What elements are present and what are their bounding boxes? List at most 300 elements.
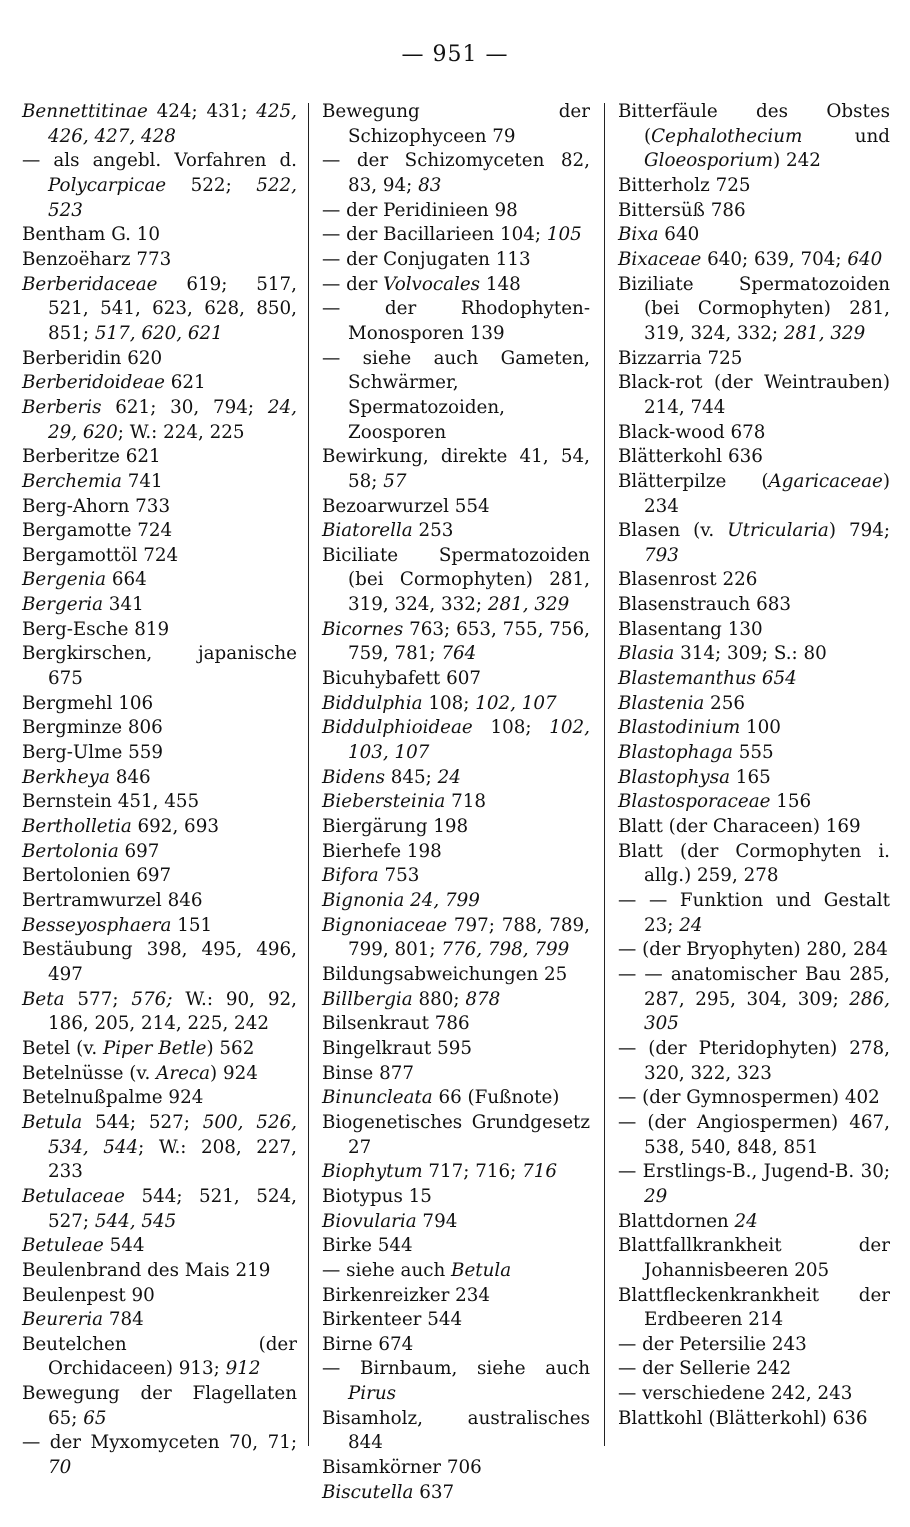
index-entry: [322, 790, 590, 815]
index-entry-text: Berberitze 621: [22, 446, 161, 468]
index-entry-text: 880;: [412, 988, 466, 1010]
index-entry-italic-text: Blastemanthus 654: [618, 668, 797, 690]
index-entry-text: 664: [106, 569, 147, 591]
index-entry-text: 66 (Fußnote): [432, 1087, 560, 1109]
index-entry-text: Binse 877: [322, 1062, 414, 1084]
index-entry: [322, 766, 590, 791]
index-entry-text: 619; 517, 521, 541, 623, 628, 850, 851;: [48, 273, 297, 344]
index-entry: [618, 1086, 890, 1111]
index-entry-italic-text: 878: [465, 988, 501, 1010]
index-column-3: [618, 100, 890, 1431]
index-entry-italic-text: Biddulphioideae: [322, 717, 473, 739]
index-entry: [322, 1111, 590, 1160]
index-entry-text: — (der Angiospermen) 467, 538, 540, 848, 851: [618, 1111, 890, 1158]
index-entry: [618, 470, 890, 519]
index-entry-italic-text: 24, 29, 620: [48, 396, 297, 443]
index-entry: [618, 741, 890, 766]
index-entry-text: Bertolonien 697: [22, 865, 172, 887]
index-entry-text: Blattfallkrankheit der Johannisbeeren 205: [618, 1235, 890, 1281]
index-entry: [22, 544, 297, 569]
index-entry-text: Birkenteer 544: [322, 1309, 463, 1331]
index-entry-italic-text: 24: [734, 1210, 758, 1232]
index-entry-italic-text: Bertholletia: [22, 816, 132, 838]
index-entry-text: Betelnüsse (v.: [22, 1062, 157, 1084]
index-entry: [322, 1357, 590, 1406]
index-entry-text: Bittersüß 786: [618, 199, 746, 221]
index-entry-text: — der Conjugaten 113: [322, 248, 531, 270]
index-column-1: [22, 100, 297, 1481]
index-entry-italic-text: Polycarpicae: [48, 174, 167, 196]
index-entry: [22, 1259, 297, 1284]
index-entry-text: Bewegung der Schizophyceen 79: [322, 101, 590, 147]
index-entry-italic-text: Bergenia: [22, 569, 107, 591]
index-entry: [22, 815, 297, 840]
index-entry: [322, 519, 590, 544]
index-entry-text: — der Peridinieen 98: [322, 199, 518, 221]
index-entry: [618, 889, 890, 938]
index-entry: [22, 396, 297, 445]
index-entry: [322, 1284, 590, 1309]
index-entry: [322, 297, 590, 346]
index-entry-italic-text: Utricularia: [727, 520, 829, 542]
index-entry: [322, 149, 590, 198]
index-entry: [22, 470, 297, 495]
index-entry-italic-text: 281, 329: [487, 594, 570, 616]
index-entry-italic-text: Blastophysa: [618, 766, 730, 788]
index-entry: [22, 273, 297, 347]
index-entry: [618, 199, 890, 224]
index-entry-text: 555: [732, 742, 774, 764]
index-entry-italic-text: Binuncleata: [322, 1087, 433, 1109]
index-entry: [618, 568, 890, 593]
page-number: — 951 —: [401, 42, 509, 67]
index-entry: [22, 495, 297, 520]
index-entry-text: ; W.: 224, 225: [117, 421, 245, 443]
index-entry-italic-text: Blasia: [618, 643, 675, 665]
index-entry: [22, 1431, 297, 1480]
index-entry: [618, 667, 890, 692]
index-entry-text: 621; 30, 794;: [101, 396, 268, 418]
index-entry-text: — (der Bryophyten) 280, 284: [618, 939, 888, 961]
index-entry-text: Berg-Ulme 559: [22, 742, 163, 764]
index-entry-text: und: [802, 125, 890, 147]
index-entry: [618, 963, 890, 1037]
index-entry-text: 253: [412, 520, 454, 542]
index-entry-text: ) 234: [644, 470, 890, 517]
index-entry: [322, 445, 590, 494]
index-entry-italic-text: Blastosporaceae: [618, 791, 771, 813]
index-entry-text: 314; 309; S.: 80: [674, 643, 827, 665]
index-entry-text: — (der Pteridophyten) 278, 320, 322, 323: [618, 1037, 890, 1084]
index-entry-text: Bicuhybafett 607: [322, 668, 481, 690]
index-entry: [618, 938, 890, 963]
index-entry-text: Bergamotte 724: [22, 520, 173, 542]
index-entry: [322, 248, 590, 273]
index-entry: [322, 914, 590, 963]
index-entry-text: Biergärung 198: [322, 816, 469, 838]
index-entry-text: 341: [103, 594, 144, 616]
index-entry-text: Blasenstrauch 683: [618, 594, 792, 616]
index-entry: [322, 495, 590, 520]
index-entry-text: Blatt (der Cormophyten i. allg.) 259, 278: [618, 840, 890, 887]
index-entry-italic-text: Cephalothecium: [651, 125, 803, 147]
index-entry-text: Bewirkung, direkte 41, 54, 58;: [322, 446, 590, 492]
index-entry: [322, 1086, 590, 1111]
index-entry: [618, 790, 890, 815]
index-entry: [618, 716, 890, 741]
index-entry: [618, 692, 890, 717]
index-entry: [22, 100, 297, 149]
index-entry-text: Blasenrost 226: [618, 569, 758, 591]
index-entry-text: Biziliate Spermatozoiden (bei Cormophyten) 281, 319, 324, 332;: [618, 273, 890, 344]
index-entry-text: 794: [416, 1210, 458, 1232]
index-entry: [322, 1012, 590, 1037]
index-entry-text: 148: [480, 273, 521, 295]
index-entry: [322, 347, 590, 446]
index-entry-text: 544: [103, 1235, 145, 1257]
index-entry-text: Blätterkohl 636: [618, 446, 763, 468]
index-entry: [22, 1062, 297, 1087]
index-entry: [322, 223, 590, 248]
index-entry-italic-text: Bertolonia: [22, 840, 119, 862]
index-entry-text: — als angebl. Vorfahren d.: [22, 150, 297, 172]
index-entry-text: — der: [322, 273, 384, 295]
index-entry: [618, 1357, 890, 1382]
index-entry-italic-text: Bicornes: [322, 618, 404, 640]
index-entry: [22, 1284, 297, 1309]
index-entry-text: 522;: [166, 174, 257, 196]
index-entry-text: Bizzarria 725: [618, 347, 743, 369]
index-entry-text: Bildungsabweichungen 25: [322, 963, 568, 985]
index-entry: [322, 692, 590, 717]
index-entry-text: Blattfleckenkrankheit der Erdbeeren 214: [618, 1284, 890, 1331]
index-entry: [618, 223, 890, 248]
index-entry: [618, 371, 890, 420]
index-entry-text: 797; 788, 789, 799, 801;: [348, 914, 590, 961]
index-entry: [322, 716, 590, 765]
index-entry-italic-text: 517, 620, 621: [94, 322, 223, 344]
index-entry-text: Biciliate Spermatozoiden (bei Cormophyten) 281, 319, 324, 332;: [322, 544, 590, 616]
index-entry-text: Bezoarwurzel 554: [322, 495, 490, 517]
index-entry-italic-text: Berberidaceae: [22, 273, 158, 295]
index-entry-italic-text: Bennettitinae: [22, 101, 148, 122]
index-entry: [618, 1160, 890, 1209]
index-entry: [22, 766, 297, 791]
index-entry: [22, 149, 297, 223]
index-entry-text: 640: [658, 224, 700, 246]
index-entry: [618, 519, 890, 568]
index-entry-text: Bisamholz, australisches 844: [322, 1407, 590, 1454]
index-entry-text: 621: [164, 372, 206, 394]
index-entry-text: Black-wood 678: [618, 421, 766, 443]
index-entry: [618, 618, 890, 643]
index-entry: [22, 223, 297, 248]
index-entry: [322, 1062, 590, 1087]
index-entry-text: — Erstlings-B., Jugend-B. 30;: [618, 1161, 890, 1183]
index-entry: [322, 1259, 590, 1284]
index-entry-text: — der Bacillarieen 104;: [322, 224, 547, 246]
index-entry-text: — der Petersilie 243: [618, 1333, 807, 1355]
index-entry-italic-text: 29: [644, 1185, 668, 1207]
index-entry-italic-text: Bidens: [322, 766, 385, 788]
index-entry-italic-text: Bignoniaceae: [322, 914, 448, 936]
index-entry-text: Bilsenkraut 786: [322, 1013, 470, 1035]
index-entry-text: 256: [704, 692, 745, 714]
index-entry-text: ) 242: [773, 150, 821, 172]
index-entry-text: 544; 527;: [82, 1111, 203, 1133]
index-entry-italic-text: Biscutella: [322, 1481, 414, 1503]
index-entry-text: W.: 90, 92, 186, 205, 214, 225, 242: [48, 988, 297, 1035]
index-entry-text: 753: [378, 865, 420, 887]
index-entry-italic-text: Billbergia: [322, 988, 413, 1010]
index-entry: [322, 988, 590, 1013]
index-entry: [22, 790, 297, 815]
index-entry-italic-text: Berkheya: [22, 766, 110, 788]
index-entry-text: — der Rhodophyten-Monosporen 139: [322, 298, 590, 344]
index-entry: [22, 864, 297, 889]
index-entry-italic-text: 286, 305: [644, 988, 890, 1035]
index-entry: [22, 445, 297, 470]
index-entry: [618, 766, 890, 791]
index-entry-text: 544; 521, 524, 527;: [48, 1185, 297, 1232]
index-entry-text: Black-rot (der Weintrauben) 214, 744: [618, 372, 890, 418]
index-entry: [322, 1037, 590, 1062]
index-entry: [322, 544, 590, 618]
index-entry-text: — verschiedene 242, 243: [618, 1383, 853, 1405]
index-entry: [22, 371, 297, 396]
index-entry: [322, 199, 590, 224]
index-entry-text: Bingelkraut 595: [322, 1037, 472, 1059]
index-entry-text: Bertramwurzel 846: [22, 890, 203, 911]
index-entry-text: — der Myxomyceten 70, 71;: [22, 1432, 297, 1454]
index-entry-italic-text: Biophytum: [322, 1161, 423, 1183]
index-entry: [22, 889, 297, 914]
index-entry-text: Bestäubung 398, 495, 496, 497: [22, 939, 297, 985]
index-entry-italic-text: 912: [225, 1358, 261, 1380]
index-entry-text: Berberidin 620: [22, 347, 163, 369]
index-entry-text: Birke 544: [322, 1235, 413, 1257]
index-entry-text: 156: [770, 791, 812, 813]
index-column-2: [322, 100, 590, 1505]
index-entry-italic-text: Betula: [22, 1111, 83, 1133]
index-entry-italic-text: Bifora: [322, 865, 379, 887]
index-entry-italic-text: 640: [847, 248, 883, 270]
index-entry-text: Biotypus 15: [322, 1185, 432, 1207]
index-entry: [618, 1407, 890, 1432]
index-entry-italic-text: Beta: [22, 988, 65, 1010]
index-entry: [618, 347, 890, 372]
index-entry-text: Birkenreizker 234: [322, 1284, 491, 1306]
index-entry: [22, 1037, 297, 1062]
index-entry-italic-text: Areca: [156, 1062, 211, 1084]
index-entry-italic-text: 793: [644, 544, 679, 566]
index-entry: [322, 273, 590, 298]
index-entry: [22, 840, 297, 865]
index-entry: [618, 100, 890, 174]
index-entry-text: ) 562: [206, 1037, 255, 1059]
index-entry-italic-text: Biatorella: [322, 520, 413, 542]
index-entry: [322, 1308, 590, 1333]
index-entry-text: ) 924: [210, 1062, 258, 1084]
index-entry-italic-text: Blastodinium: [618, 717, 741, 739]
index-entry: [618, 445, 890, 470]
index-entry-text: 845;: [384, 766, 438, 788]
index-entry-italic-text: Volvocales: [383, 273, 481, 295]
index-entry: [22, 1382, 297, 1431]
index-entry: [22, 593, 297, 618]
index-entry: [322, 100, 590, 149]
index-entry: [322, 864, 590, 889]
index-entry: [322, 1481, 590, 1506]
index-entry-text: Blattdornen: [618, 1210, 735, 1232]
index-entry-text: Bierhefe 198: [322, 840, 442, 862]
index-entry-italic-text: Besseyosphaera: [22, 914, 172, 936]
index-entry-italic-text: Piper Betle: [103, 1037, 207, 1059]
index-entry-italic-text: Biovularia: [322, 1210, 417, 1232]
index-entry: [618, 174, 890, 199]
index-entry: [322, 815, 590, 840]
index-entry: [618, 421, 890, 446]
index-entry-text: 640; 639, 704;: [701, 248, 848, 270]
index-entry-text: — der Sellerie 242: [618, 1358, 792, 1380]
index-entry-italic-text: 500, 526, 534, 544: [48, 1111, 297, 1158]
index-entry: [22, 568, 297, 593]
index-entry-italic-text: Betulaceae: [22, 1185, 125, 1207]
index-entry: [22, 248, 297, 273]
index-entry: [618, 1333, 890, 1358]
index-entry-italic-text: 281, 329: [783, 322, 866, 344]
index-entry-text: Blasen (v.: [618, 520, 728, 542]
index-entry: [22, 716, 297, 741]
index-entry: [22, 741, 297, 766]
index-entry-italic-text: Gloeosporium: [644, 150, 774, 172]
index-entry-italic-text: Berchemia: [22, 470, 122, 492]
index-entry: [22, 347, 297, 372]
index-entry-text: — — anatomischer Bau 285, 287, 295, 304, 309;: [618, 963, 890, 1010]
index-entry: [618, 1210, 890, 1235]
index-entry-text: — der Schizomyceten 82, 83, 94;: [322, 150, 590, 196]
index-entry-italic-text: 102, 107: [475, 692, 557, 714]
index-entry: [618, 593, 890, 618]
index-entry-text: Benzoëharz 773: [22, 248, 172, 270]
index-entry-italic-text: Betuleae: [22, 1235, 104, 1257]
index-entry-text: Blatt (der Characeen) 169: [618, 816, 861, 838]
column-divider: [604, 103, 605, 1446]
index-entry-text: Beutelchen (der Orchidaceen) 913;: [22, 1333, 297, 1380]
index-entry-italic-text: Bixaceae: [618, 248, 702, 270]
index-entry: [322, 1185, 590, 1210]
index-entry: [22, 618, 297, 643]
index-entry: [618, 1382, 890, 1407]
index-entry-text: 692, 693: [131, 816, 219, 838]
index-entry-italic-text: Blastophaga: [618, 742, 733, 764]
index-entry-text: 763; 653, 755, 756, 759, 781;: [348, 618, 590, 665]
index-entry: [22, 1086, 297, 1111]
index-entry-italic-text: 544, 545: [94, 1210, 177, 1232]
index-entry: [322, 1234, 590, 1259]
index-entry-text: Bitterfäule des Obstes (: [618, 101, 890, 147]
index-entry-italic-text: 24: [679, 914, 703, 936]
index-entry-text: Beulenpest 90: [22, 1284, 155, 1306]
index-entry: [22, 988, 297, 1037]
index-entry: [618, 815, 890, 840]
index-entry-italic-text: Biebersteinia: [322, 791, 446, 813]
index-entry-text: Blasentang 130: [618, 618, 763, 640]
index-entry-text: — siehe auch: [322, 1259, 452, 1281]
index-entry: [22, 1308, 297, 1333]
index-entry: [322, 963, 590, 988]
index-entry: [22, 1185, 297, 1234]
index-entry-text: 100: [740, 717, 781, 739]
index-entry-text: Bentham G. 10: [22, 224, 161, 246]
index-entry-text: — siehe auch Gameten, Schwärmer, Spermatozoiden, Zoosporen: [322, 347, 590, 443]
index-entry-text: 846: [109, 766, 151, 788]
index-entry-italic-text: Berberidoideae: [22, 372, 165, 394]
index-entry-italic-text: 24, 799: [410, 890, 480, 911]
index-entry-text: Blattkohl (Blätterkohl) 636: [618, 1407, 868, 1429]
index-entry-text: — (der Gymnospermen) 402: [618, 1087, 880, 1109]
index-entry-text: Betel (v.: [22, 1037, 103, 1059]
index-entry: [22, 642, 297, 691]
index-entry-text: 108;: [472, 717, 550, 739]
column-divider: [308, 103, 309, 1446]
index-entry-text: Beulenbrand des Mais 219: [22, 1259, 271, 1281]
index-entry: [618, 1111, 890, 1160]
index-entry-text: Blätterpilze (: [618, 470, 769, 492]
index-entry: [618, 1284, 890, 1333]
index-entry: [322, 618, 590, 667]
index-entry-text: Berg-Ahorn 733: [22, 495, 171, 517]
index-entry: [22, 1333, 297, 1382]
index-entry-italic-text: 70: [48, 1457, 72, 1479]
index-entry-text: 741: [121, 470, 163, 492]
index-entry-italic-text: Pirus: [348, 1383, 397, 1405]
index-entry-text: Bewegung der Flagellaten 65;: [22, 1383, 297, 1429]
index-entry-text: Berg-Esche 819: [22, 618, 170, 640]
index-entry: [322, 1210, 590, 1235]
index-entry: [322, 667, 590, 692]
index-entry-italic-text: Berberis: [22, 396, 102, 418]
index-entry-italic-text: 105: [546, 224, 582, 246]
index-entry: [322, 1333, 590, 1358]
index-entry: [618, 273, 890, 347]
index-entry-text: 424; 431;: [147, 101, 257, 122]
index-entry-text: 637: [413, 1481, 455, 1503]
index-entry: [22, 1234, 297, 1259]
index-entry: [618, 840, 890, 889]
index-entry-text: Bisamkörner 706: [322, 1457, 482, 1479]
index-entry: [322, 889, 590, 914]
index-entry-italic-text: 24: [437, 766, 461, 788]
index-entry-text: 151: [171, 914, 213, 936]
index-entry-text: — — Funktion und Gestalt 23;: [618, 890, 890, 936]
index-entry: [618, 248, 890, 273]
index-entry-text: Bergamottöl 724: [22, 544, 179, 566]
index-entry: [322, 1160, 590, 1185]
index-entry-text: ) 794;: [828, 520, 890, 542]
index-entry: [22, 914, 297, 939]
index-entry-italic-text: 83: [418, 174, 442, 196]
index-entry-italic-text: 102, 103, 107: [348, 717, 590, 764]
index-entry-italic-text: Biddulphia: [322, 692, 423, 714]
index-entry-text: 577;: [64, 988, 132, 1010]
index-entry-italic-text: Betula: [451, 1259, 512, 1281]
index-entry-italic-text: Blastenia: [618, 692, 705, 714]
index-entry-text: 718: [445, 791, 486, 813]
index-entry-text: Bernstein 451, 455: [22, 791, 200, 813]
index-entry-text: ; W.: 208, 227, 233: [48, 1136, 297, 1183]
index-entry: [22, 1111, 297, 1185]
